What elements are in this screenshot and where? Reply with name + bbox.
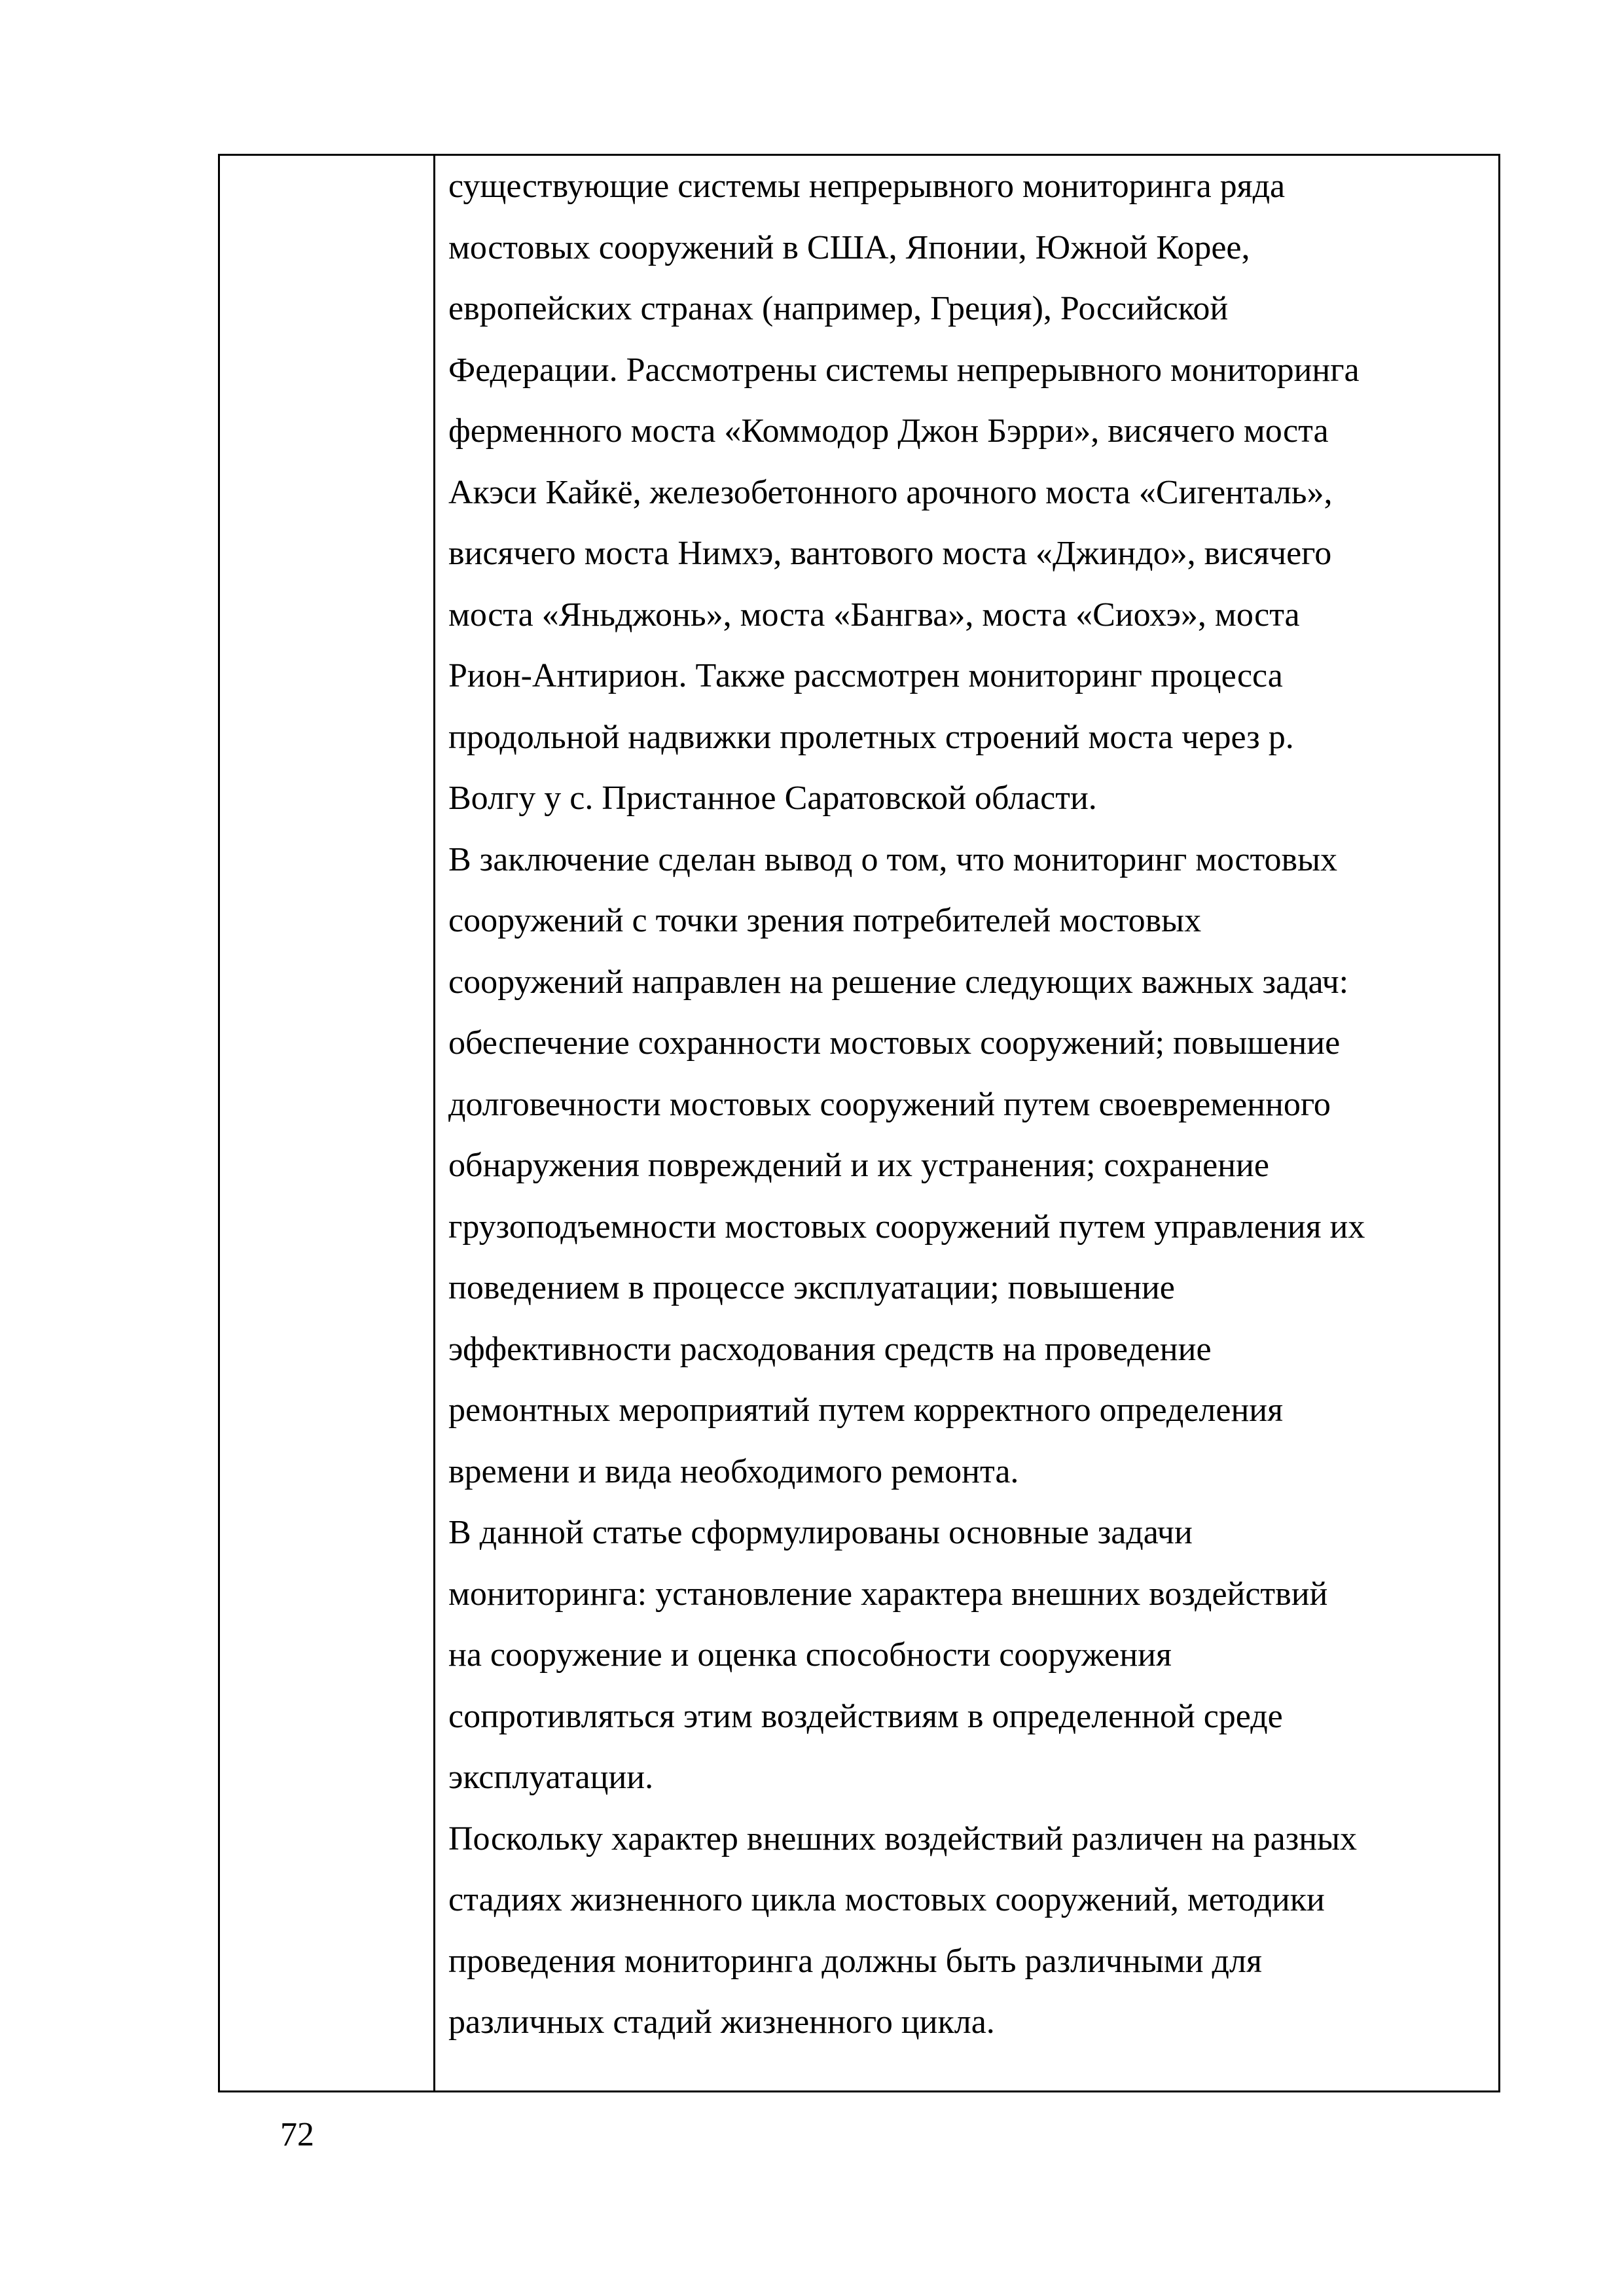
text-line: мониторинга: установление характера внешних воздействий xyxy=(448,1575,1328,1613)
text-line: различных стадий жизненного цикла. xyxy=(448,2003,995,2041)
text-line: Акэси Кайкё, железобетонного арочного моста «Сигенталь», xyxy=(448,473,1333,511)
text-line: ремонтных мероприятий путем корректного определения xyxy=(448,1391,1284,1429)
text-line: сопротивляться этим воздействиям в определенной среде xyxy=(448,1697,1283,1735)
text-line: сооружений с точки зрения потребителей мостовых xyxy=(448,902,1202,939)
text-line: стадиях жизненного цикла мостовых сооружений, методики xyxy=(448,1881,1325,1918)
table-left-cell xyxy=(220,156,435,2090)
text-line: Волгу у с. Пристанное Саратовской области. xyxy=(448,780,1097,817)
text-line: эксплуатации. xyxy=(448,1759,654,1796)
text-line: на сооружение и оценка способности сооружения xyxy=(448,1636,1172,1674)
text-line: В заключение сделан вывод о том, что мониторинг мостовых xyxy=(448,840,1338,878)
text-line: Поскольку характер внешних воздействий различен на разных xyxy=(448,1820,1358,1857)
text-line: Федерации. Рассмотрены системы непрерывного мониторинга xyxy=(448,351,1360,389)
page-number: 72 xyxy=(280,2116,314,2153)
text-line: мостовых сооружений в США, Японии, Южной Корее, xyxy=(448,228,1250,266)
text-line: висячего моста Нимхэ, вантового моста «Джиндо», висячего xyxy=(448,535,1332,572)
text-line: европейских странах (например, Греция), Российской xyxy=(448,290,1229,327)
text-line: существующие системы непрерывного мониторинга ряда xyxy=(448,168,1286,205)
text-line: продольной надвижки пролетных строений моста через р. xyxy=(448,718,1294,756)
text-line: эффективности расходования средств на проведение xyxy=(448,1330,1212,1368)
text-line: грузоподъемности мостовых сооружений путем управления их xyxy=(448,1208,1365,1246)
text-line: обеспечение сохранности мостовых сооружений; повышение xyxy=(448,1024,1341,1062)
text-line: поведением в процессе эксплуатации; повышение xyxy=(448,1269,1175,1306)
text-line: сооружений направлен на решение следующих важных задач: xyxy=(448,963,1349,1001)
cell-text xyxy=(448,156,1487,2053)
text-line: моста «Яньджонь», моста «Бангва», моста «Сиохэ», моста xyxy=(448,596,1300,634)
text-line: В данной статье сформулированы основные задачи xyxy=(448,1514,1193,1551)
text-line: обнаружения повреждений и их устранения; сохранение xyxy=(448,1147,1269,1184)
table-right-cell xyxy=(435,156,1498,2090)
text-line: Рион-Антирион. Также рассмотрен мониторинг процесса xyxy=(448,657,1283,694)
text-line: долговечности мостовых сооружений путем своевременного xyxy=(448,1085,1331,1123)
text-line: времени и вида необходимого ремонта. xyxy=(448,1452,1019,1490)
text-line: ферменного моста «Коммодор Джон Бэрри», висячего моста xyxy=(448,412,1329,450)
text-line: проведения мониторинга должны быть различными для xyxy=(448,1942,1262,1980)
document-table xyxy=(218,154,1500,2092)
